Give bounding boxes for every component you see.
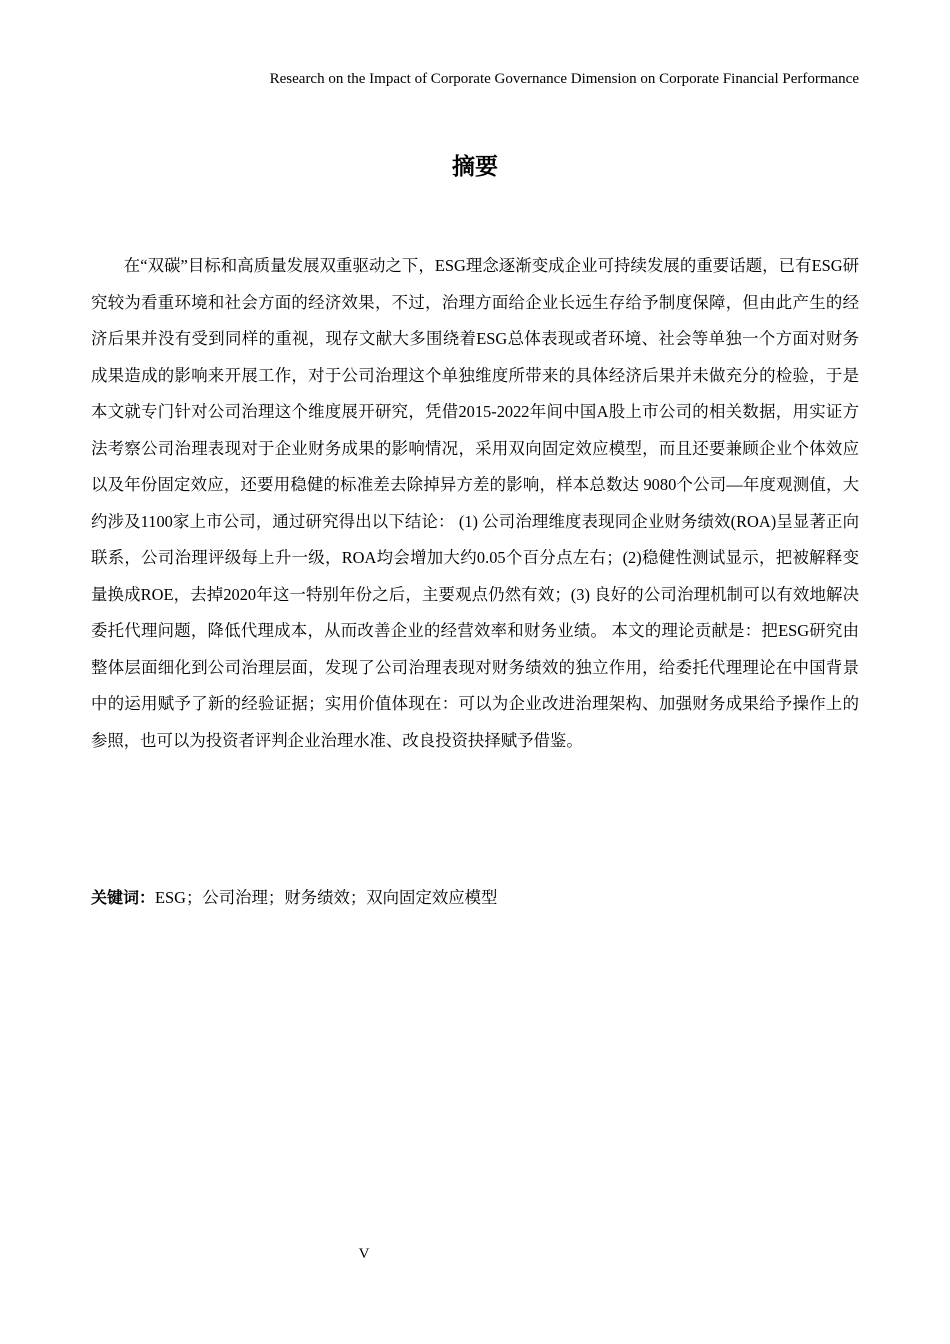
keywords-line — [91, 880, 859, 916]
keywords-value: ESG；公司治理；财务绩效；双向固定效应模型 — [155, 888, 498, 907]
page-number: V — [358, 1246, 370, 1262]
keywords-label: 关键词： — [91, 888, 156, 907]
abstract-body: 在“双碳”目标和高质量发展双重驱动之下，ESG理念逐渐变成企业可持续发展的重要话题，已有ESG研究较为看重环境和社会方面的经济效果，不过，治理方面给企业长远生存给予制度保障，但由此产生的经济后果并没有受到同样的重视，现存文献大多围绕着ESG总体表现或者环境、社会等单独一个方面对财务成果造成的影响来开展工作，对于公司治理这个单独维度所带来的具体经济后果并未做充分的检验，于是本文就专门针对公司治理这个维度展开研究，凭借2015-2022年间中国A股上市公司的相关数据，用实证方法考察公司治理表现对于企业财务成果的影响情况，采用双向固定效应模型，而且还要兼顾企业个体效应以及年份固定效应，还要用稳健的标准差去除掉异方差的影响，样本总数达 9080个公司—年度观测值，大约涉及1100家上市公司，通过研究得出以下结论： (1) 公司治理维度表现同企业财务绩效(ROA)呈显著正向联系，公司治理评级每上升一级，ROA均会增加大约0.05个百分点左右；(2)稳健性测试显示，把被解释变量换成ROE，去掉2020年这一特别年份之后，主要观点仍然有效；(3) 良好的公司治理机制可以有效地解决委托代理问题，降低代理成本，从而改善企业的经营效率和财务业绩。 本文的理论贡献是：把ESG研究由整体层面细化到公司治理层面，发现了公司治理表现对财务绩效的独立作用，给委托代理理论在中国背景中的运用赋予了新的经验证据；实用价值体现在：可以为企业改进治理架构、加强财务成果给予操作上的参照，也可以为投资者评判企业治理水准、改良投资抉择赋予借鉴。 — [91, 256, 859, 750]
running-header: Research on the Impact of Corporate Governance Dimension on Corporate Financial Performance — [269, 71, 859, 87]
abstract-title: 摘要 — [452, 154, 498, 180]
